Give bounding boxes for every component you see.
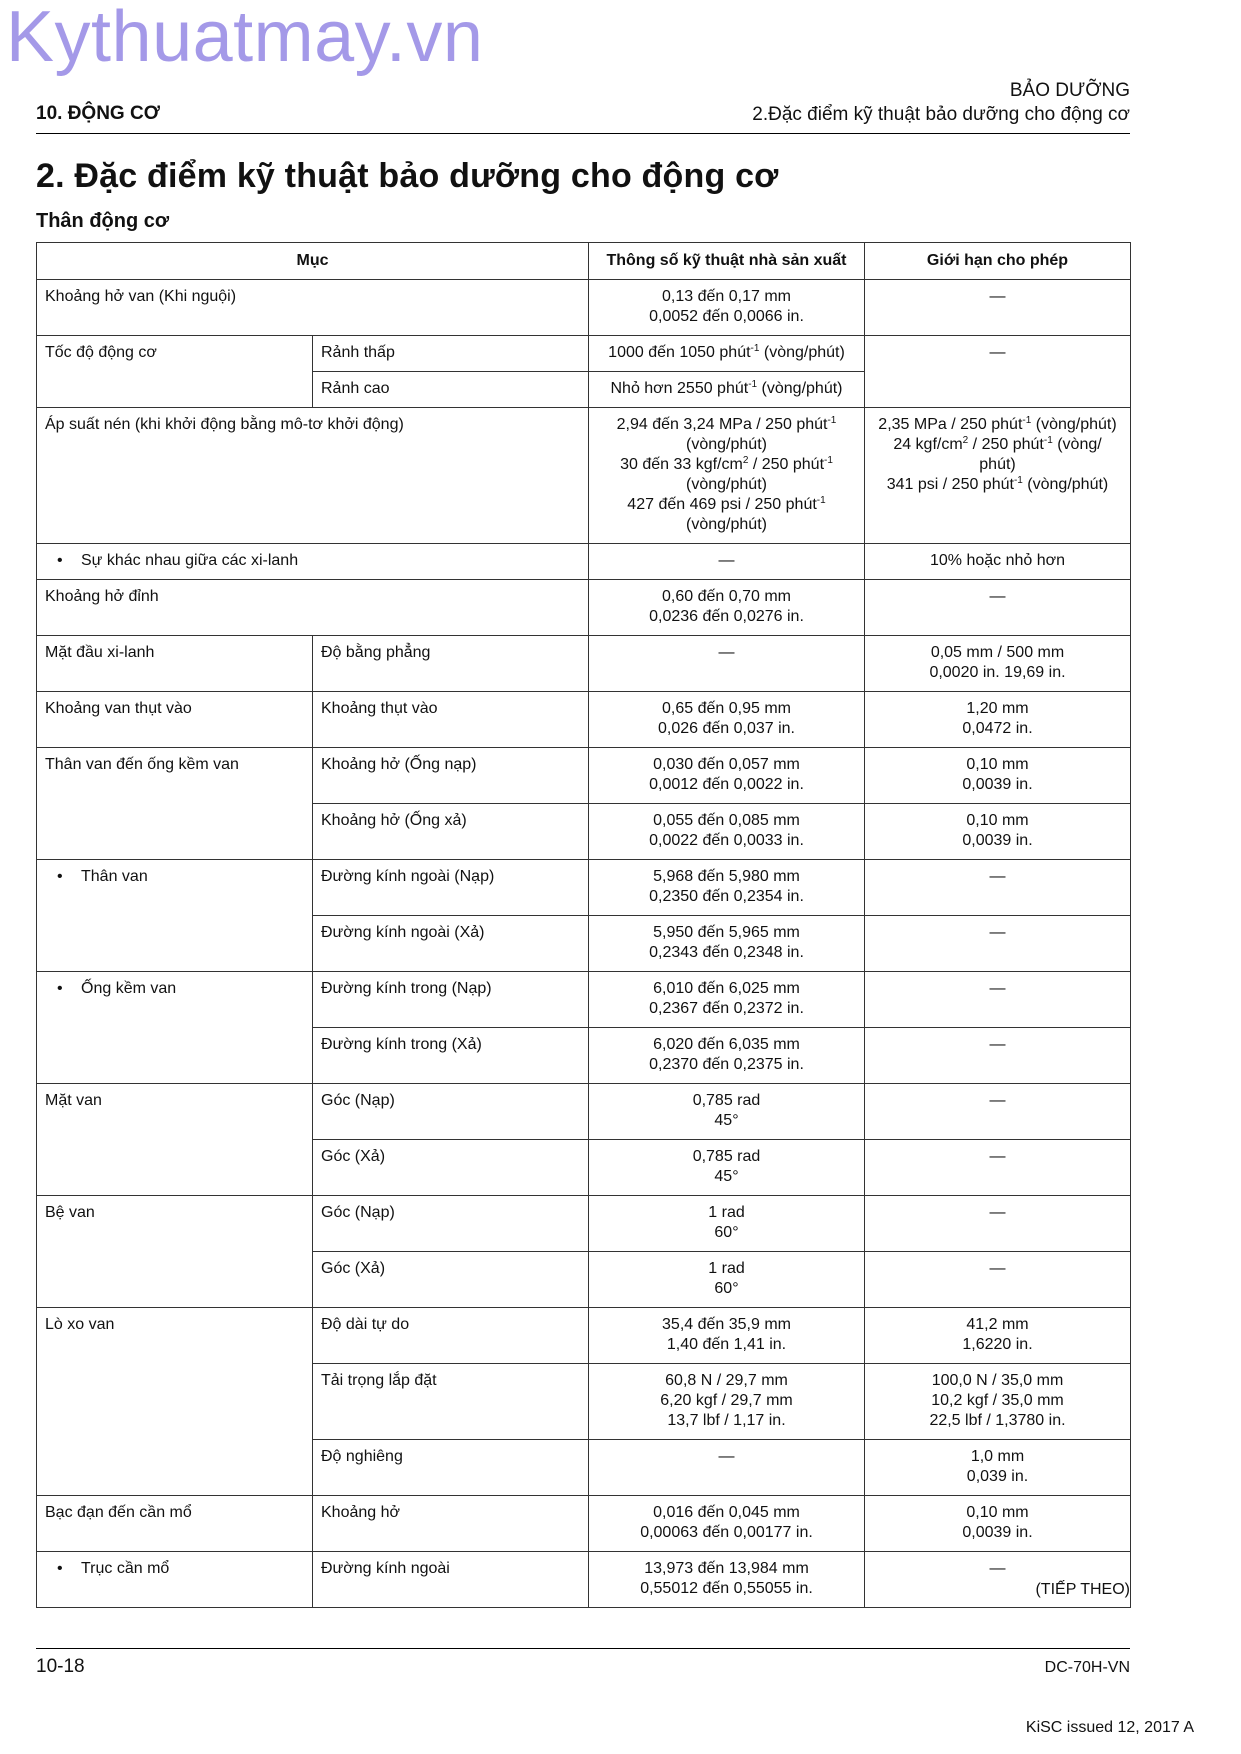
sub-item-cell: Khoảng hở	[313, 1496, 589, 1552]
item-cell: Mặt đầu xi-lanh	[37, 636, 313, 692]
bullet-icon: •	[57, 868, 63, 885]
issue-note: KiSC issued 12, 2017 A	[1025, 1719, 1194, 1736]
table-row	[37, 972, 1131, 1028]
spec-cell: 0,60 đến 0,70 mm 0,0236 đến 0,0276 in.	[589, 580, 865, 636]
spec-cell: Nhỏ hơn 2550 phút$^{-1}$ (vòng/phút)	[589, 372, 865, 408]
sub-item-cell: Khoảng hở (Ống xả)	[313, 804, 589, 860]
limit-cell: 10% hoặc nhỏ hơn	[865, 544, 1131, 580]
limit-cell: 0,10 mm 0,0039 in.	[865, 1496, 1131, 1552]
spec-cell: 0,030 đến 0,057 mm 0,0012 đến 0,0022 in.	[589, 748, 865, 804]
sub-item-cell: Góc (Nạp)	[313, 1084, 589, 1140]
limit-cell: —	[865, 1552, 1131, 1608]
header-divider	[36, 133, 1130, 134]
sub-item-cell: Độ nghiêng	[313, 1440, 589, 1496]
limit-cell: —	[865, 1140, 1131, 1196]
col-header-limit: Giới hạn cho phép	[865, 243, 1131, 280]
section-subtitle: Thân động cơ	[36, 210, 170, 232]
sub-item-cell: Đường kính trong (Xả)	[313, 1028, 589, 1084]
limit-cell: —	[865, 580, 1131, 636]
sub-item-cell: Rảnh cao	[313, 372, 589, 408]
spec-cell: 6,010 đến 6,025 mm 0,2367 đến 0,2372 in.	[589, 972, 865, 1028]
spec-cell: 6,020 đến 6,035 mm 0,2370 đến 0,2375 in.	[589, 1028, 865, 1084]
spec-cell: 0,016 đến 0,045 mm 0,00063 đến 0,00177 in.	[589, 1496, 865, 1552]
limit-cell: —	[865, 1028, 1131, 1084]
spec-cell: 2,94 đến 3,24 MPa / 250 phút$^{-1}$ (vòng/phút) 30 đến 33 kgf/$cm^2 / 250$ phút$^{-1}$ (vòng/phút) 427 đến 469 psi / 250 phút$^{-1}$ (vòng/phút)	[589, 408, 865, 544]
footer-divider	[36, 1648, 1130, 1649]
item-cell: Bệ van	[37, 1196, 313, 1308]
table-row	[37, 860, 1131, 916]
item-cell: Áp suất nén (khi khởi động bằng mô-tơ khởi động)	[37, 408, 589, 544]
sub-item-cell: Rảnh thấp	[313, 336, 589, 372]
spec-cell: 35,4 đến 35,9 mm 1,40 đến 1,41 in.	[589, 1308, 865, 1364]
col-header-item: Mục	[37, 243, 589, 280]
limit-cell: —	[865, 1084, 1131, 1140]
limit-cell: 1,20 mm 0,0472 in.	[865, 692, 1131, 748]
bullet-icon: •	[57, 1560, 63, 1577]
bullet-icon: •	[57, 552, 63, 569]
item-cell: Khoảng hở van (Khi nguội)	[37, 280, 589, 336]
section-name: 2.Đặc điểm kỹ thuật bảo dưỡng cho động cơ	[752, 104, 1130, 125]
limit-cell: —	[865, 972, 1131, 1028]
limit-cell: —	[865, 1252, 1131, 1308]
item-cell: Mặt van	[37, 1084, 313, 1196]
limit-cell: —	[865, 916, 1131, 972]
table-row	[37, 544, 1131, 580]
table-row	[37, 1196, 1131, 1252]
spec-cell: 13,973 đến 13,984 mm 0,55012 đến 0,55055 in.	[589, 1552, 865, 1608]
spec-cell: 0,65 đến 0,95 mm 0,026 đến 0,037 in.	[589, 692, 865, 748]
table-row	[37, 408, 1131, 544]
item-cell: Lò xo van	[37, 1308, 313, 1496]
sub-item-cell: Góc (Nạp)	[313, 1196, 589, 1252]
spec-cell: 1 rad 60°	[589, 1196, 865, 1252]
sub-item-cell: Đường kính ngoài	[313, 1552, 589, 1608]
sub-item-cell: Khoảng thụt vào	[313, 692, 589, 748]
table-header-row	[37, 243, 1131, 280]
document-code: DC-70H-VN	[1044, 1659, 1130, 1676]
table-row	[37, 748, 1131, 804]
table-row	[37, 636, 1131, 692]
spec-cell: 1000 đến 1050 phút$^{-1}$ (vòng/phút)	[589, 336, 865, 372]
spec-cell: 5,950 đến 5,965 mm 0,2343 đến 0,2348 in.	[589, 916, 865, 972]
spec-cell: 60,8 N / 29,7 mm 6,20 kgf / 29,7 mm 13,7 lbf / 1,17 in.	[589, 1364, 865, 1440]
col-header-spec: Thông số kỹ thuật nhà sản xuất	[589, 243, 865, 280]
table-row	[37, 692, 1131, 748]
table-row	[37, 1084, 1131, 1140]
sub-item-cell: Đường kính trong (Nạp)	[313, 972, 589, 1028]
spec-cell: —	[589, 544, 865, 580]
item-cell: Bạc đạn đến cần mổ	[37, 1496, 313, 1552]
sub-item-cell: Đường kính ngoài (Xả)	[313, 916, 589, 972]
limit-cell: —	[865, 336, 1131, 408]
sub-item-cell: Góc (Xả)	[313, 1140, 589, 1196]
limit-cell: 0,05 mm / 500 mm 0,0020 in. 19,69 in.	[865, 636, 1131, 692]
limit-cell: 1,0 mm 0,039 in.	[865, 1440, 1131, 1496]
table-row	[37, 1552, 1131, 1608]
spec-cell: —	[589, 636, 865, 692]
limit-cell: 0,10 mm 0,0039 in.	[865, 748, 1131, 804]
spec-cell: 0,055 đến 0,085 mm 0,0022 đến 0,0033 in.	[589, 804, 865, 860]
sub-item-cell: Độ bằng phẳng	[313, 636, 589, 692]
table-row	[37, 1308, 1131, 1364]
page-number: 10-18	[36, 1656, 85, 1677]
item-cell: Khoảng van thụt vào	[37, 692, 313, 748]
table-row	[37, 280, 1131, 336]
sub-item-cell: Góc (Xả)	[313, 1252, 589, 1308]
item-cell: • Sự khác nhau giữa các xi-lanh	[37, 544, 589, 580]
limit-cell: —	[865, 860, 1131, 916]
limit-cell: 2,35 MPa / 250 phút$^{-1}$ (vòng/phút) 24 kgf/$cm^2 / 250$ phút$^{-1}$ (vòng/ phút) 341 psi / 250 phút$^{-1}$ (vòng/phút)	[865, 408, 1131, 544]
sub-item-cell: Khoảng hở (Ống nạp)	[313, 748, 589, 804]
watermark-logo: Kythuatmay.vn	[6, 0, 484, 77]
spec-cell: 0,13 đến 0,17 mm 0,0052 đến 0,0066 in.	[589, 280, 865, 336]
spec-table	[36, 242, 1131, 1608]
section-header	[752, 79, 1130, 127]
table-row	[37, 1496, 1131, 1552]
limit-cell: —	[865, 1196, 1131, 1252]
item-cell: Tốc độ động cơ	[37, 336, 313, 408]
sub-item-cell: Độ dài tự do	[313, 1308, 589, 1364]
item-cell: Thân van đến ống kềm van	[37, 748, 313, 860]
chapter-header: 10. ĐỘNG CƠ	[36, 103, 160, 124]
item-cell: • Trục cần mổ	[37, 1552, 313, 1608]
limit-cell: 100,0 N / 35,0 mm 10,2 kgf / 35,0 mm 22,5 lbf / 1,3780 in.	[865, 1364, 1131, 1440]
limit-cell: —	[865, 280, 1131, 336]
item-cell: • Thân van	[37, 860, 313, 972]
continued-note: (TIẾP THEO)	[1035, 1581, 1130, 1598]
spec-cell: 1 rad 60°	[589, 1252, 865, 1308]
table-row	[37, 336, 1131, 372]
bullet-icon: •	[57, 980, 63, 997]
item-cell: Khoảng hở đỉnh	[37, 580, 589, 636]
sub-item-cell: Tải trọng lắp đặt	[313, 1364, 589, 1440]
spec-cell: 5,968 đến 5,980 mm 0,2350 đến 0,2354 in.	[589, 860, 865, 916]
spec-cell: —	[589, 1440, 865, 1496]
sub-item-cell: Đường kính ngoài (Nạp)	[313, 860, 589, 916]
limit-cell: 0,10 mm 0,0039 in.	[865, 804, 1131, 860]
limit-cell: 41,2 mm 1,6220 in.	[865, 1308, 1131, 1364]
spec-cell: 0,785 rad 45°	[589, 1140, 865, 1196]
section-kind: BẢO DƯỠNG	[1009, 80, 1130, 101]
table-row	[37, 580, 1131, 636]
page-title: 2. Đặc điểm kỹ thuật bảo dưỡng cho động cơ	[36, 157, 779, 195]
spec-cell: 0,785 rad 45°	[589, 1084, 865, 1140]
item-cell: • Ống kềm van	[37, 972, 313, 1084]
